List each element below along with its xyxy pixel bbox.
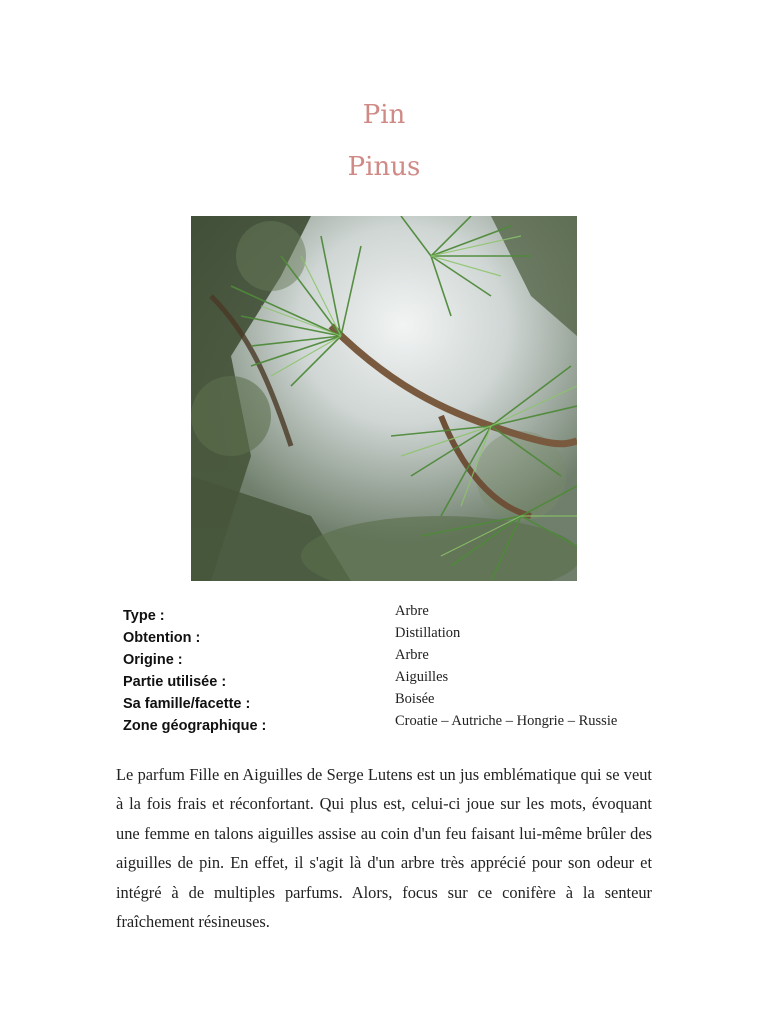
fact-label: Partie utilisée : <box>123 674 227 690</box>
fact-label: Zone géographique : <box>123 718 267 734</box>
fact-value: Croatie – Autriche – Hongrie – Russie <box>395 713 618 729</box>
fact-value: Distillation <box>395 625 461 641</box>
latin-name-subtitle: Pinus <box>347 152 421 182</box>
fact-row-origine <box>123 648 663 670</box>
fact-value: Arbre <box>395 603 429 619</box>
page-title: Pin <box>362 100 406 130</box>
fact-value: Boisée <box>395 691 435 707</box>
fact-row-obtention <box>123 626 663 648</box>
fact-label: Sa famille/facette : <box>123 696 251 712</box>
fact-row-partie <box>123 670 663 692</box>
fact-label: Type : <box>123 608 165 624</box>
pine-branch-photo <box>191 216 577 581</box>
fact-row-zone <box>123 714 663 736</box>
fact-label: Origine : <box>123 652 183 668</box>
facts-table <box>123 604 663 736</box>
fact-label: Obtention : <box>123 630 201 646</box>
fact-value: Arbre <box>395 647 429 663</box>
fact-row-type <box>123 604 663 626</box>
fact-value: Aiguilles <box>395 669 449 685</box>
description-paragraph: Le parfum Fille en Aiguilles de Serge Lutens est un jus emblématique qui se veut à la fois frais et réconfortant. Qui plus est, celui-ci joue sur les mots, évoquant une femme en talons aiguilles assise au coin d'un feu faisant lui-même brûler des aiguilles de pin. En effet, il s'agit là d'un arbre très apprécié pour son odeur et intégré à de multiples parfums. Alors, focus sur ce conifère à la senteur fraîchement résineuses. <box>116 765 652 932</box>
fact-row-famille <box>123 692 663 714</box>
